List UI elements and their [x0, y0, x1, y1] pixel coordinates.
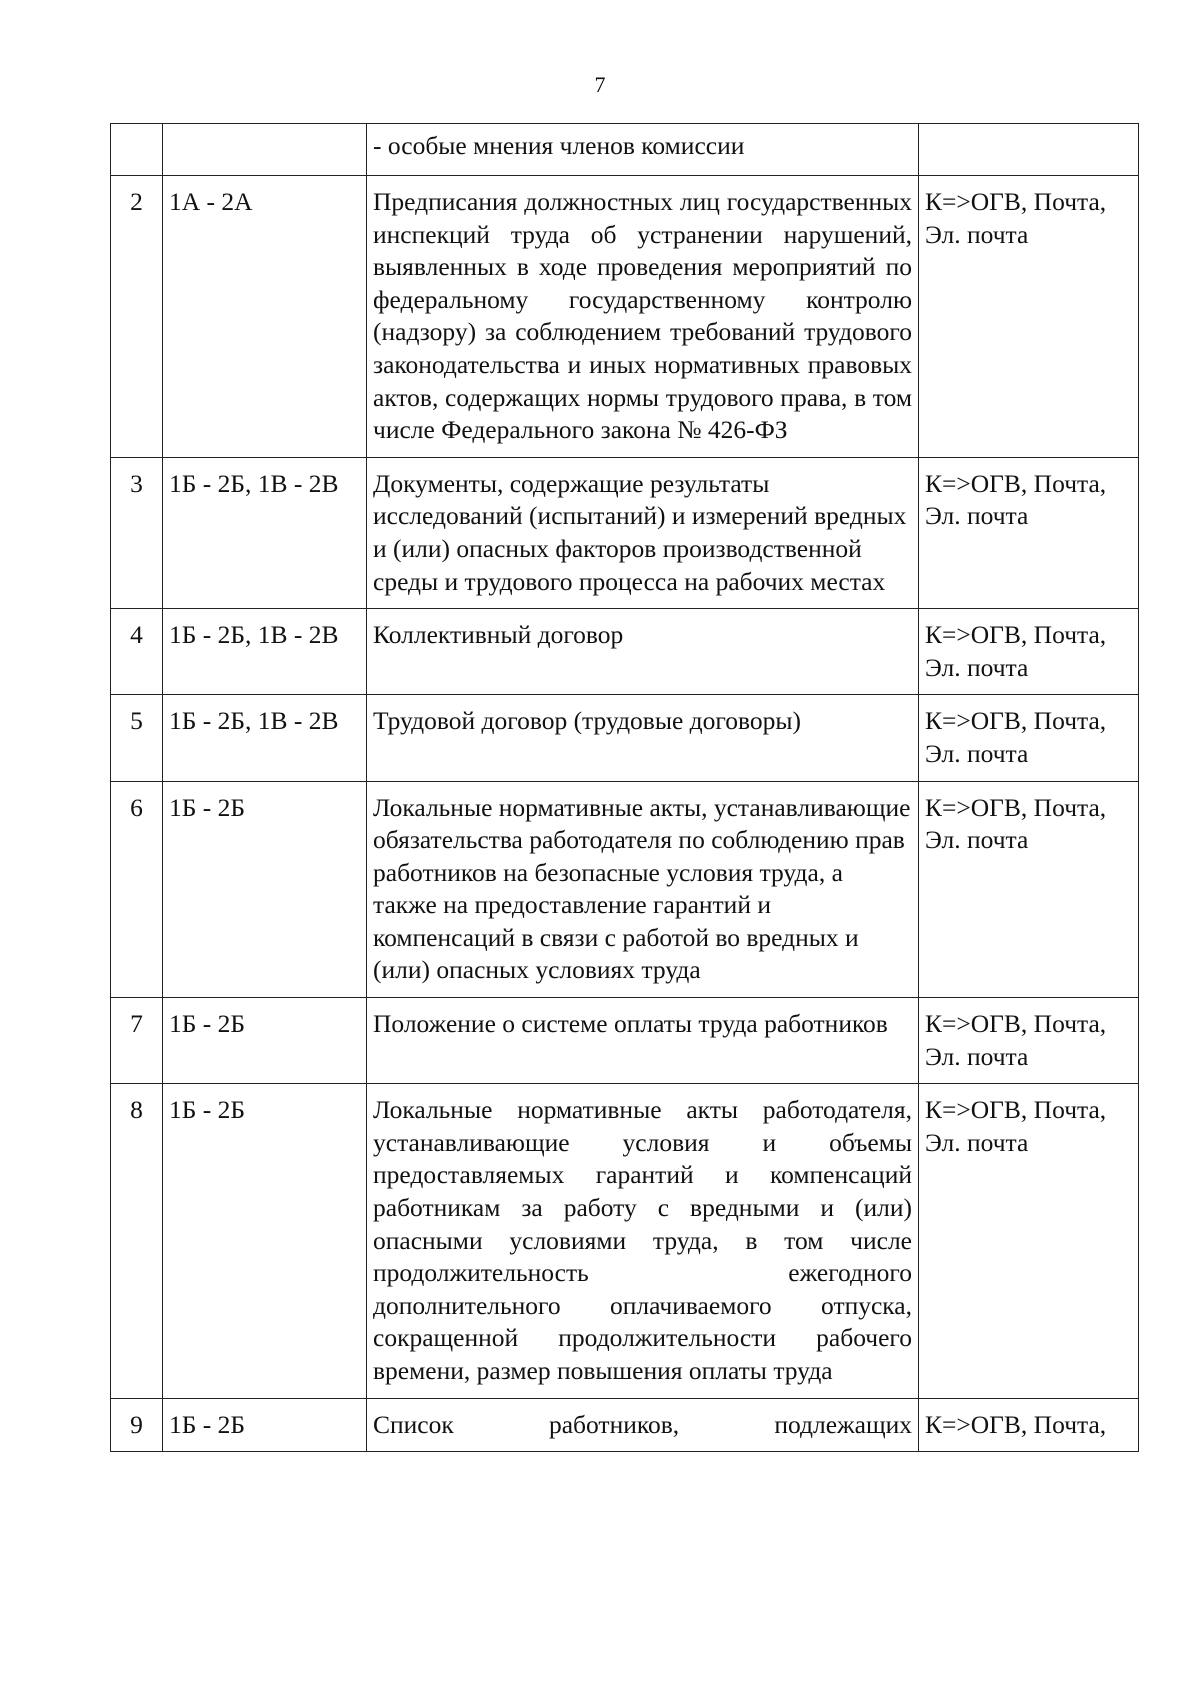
row-document: Локальные нормативные акты работодателя, устанавливающие условия и объемы предоставляемых гарантий и компенсаций работникам за работу с вредными и (или) опасными условиями труда, в том числе продолжительность ежегодного дополнительного оплачиваемого отпуска, сокращенной продолжительности рабочего времени, размер повышения оплаты труда	[367, 1084, 919, 1398]
table-row	[111, 609, 1139, 695]
row-code: 1Б - 2Б, 1В - 2В	[163, 609, 367, 695]
table-row	[111, 1084, 1139, 1398]
row-channel: К=>ОГВ, Почта, Эл. почта	[919, 695, 1139, 781]
row-code: 1Б - 2Б	[163, 1398, 367, 1451]
table-row	[111, 781, 1139, 998]
row-document: Положение о системе оплаты труда работников	[367, 998, 919, 1084]
row-document: Локальные нормативные акты, устанавливающие обязательства работодателя по соблюдению прав работников на безопасные условия труда, а также на предоставление гарантий и компенсаций в связи с работой во вредных и (или) опасных условиях труда	[367, 781, 919, 998]
row-code: 1Б - 2Б, 1В - 2В	[163, 457, 367, 608]
row-channel	[919, 124, 1139, 176]
table-row	[111, 176, 1139, 458]
row-code: 1А - 2А	[163, 176, 367, 458]
row-channel: К=>ОГВ, Почта, Эл. почта	[919, 176, 1139, 458]
table-row	[111, 998, 1139, 1084]
table-row	[111, 1398, 1139, 1451]
row-code: 1Б - 2Б	[163, 1084, 367, 1398]
row-channel: К=>ОГВ, Почта, Эл. почта	[919, 457, 1139, 608]
row-number: 5	[111, 695, 163, 781]
row-number: 8	[111, 1084, 163, 1398]
table-row	[111, 124, 1139, 176]
row-document: Список работников, подлежащих	[367, 1398, 919, 1451]
row-document: Предписания должностных лиц государственных инспекций труда об устранении нарушений, выявленных в ходе проведения мероприятий по федеральному государственному контролю (надзору) за соблюдением требований трудового законодательства и иных нормативных правовых актов, содержащих нормы трудового права, в том числе Федерального закона № 426-ФЗ	[367, 176, 919, 458]
row-number: 2	[111, 176, 163, 458]
row-number: 4	[111, 609, 163, 695]
row-document: Документы, содержащие результаты исследований (испытаний) и измерений вредных и (или) опасных факторов производственной среды и трудового процесса на рабочих местах	[367, 457, 919, 608]
table-row	[111, 457, 1139, 608]
row-document: Трудовой договор (трудовые договоры)	[367, 695, 919, 781]
page-number: 7	[594, 72, 606, 97]
row-channel: К=>ОГВ, Почта, Эл. почта	[919, 1084, 1139, 1398]
row-channel: К=>ОГВ, Почта, Эл. почта	[919, 781, 1139, 998]
row-channel: К=>ОГВ, Почта, Эл. почта	[919, 998, 1139, 1084]
row-document: Коллективный договор	[367, 609, 919, 695]
row-code: 1Б - 2Б	[163, 781, 367, 998]
row-channel: К=>ОГВ, Почта,	[919, 1398, 1139, 1451]
row-number	[111, 124, 163, 176]
table-row	[111, 695, 1139, 781]
row-number: 6	[111, 781, 163, 998]
row-number: 3	[111, 457, 163, 608]
row-code: 1Б - 2Б, 1В - 2В	[163, 695, 367, 781]
row-channel: К=>ОГВ, Почта, Эл. почта	[919, 609, 1139, 695]
documents-table	[110, 123, 1139, 1452]
row-code	[163, 124, 367, 176]
row-code: 1Б - 2Б	[163, 998, 367, 1084]
row-number: 9	[111, 1398, 163, 1451]
row-document: - особые мнения членов комиссии	[367, 124, 919, 176]
row-number: 7	[111, 998, 163, 1084]
